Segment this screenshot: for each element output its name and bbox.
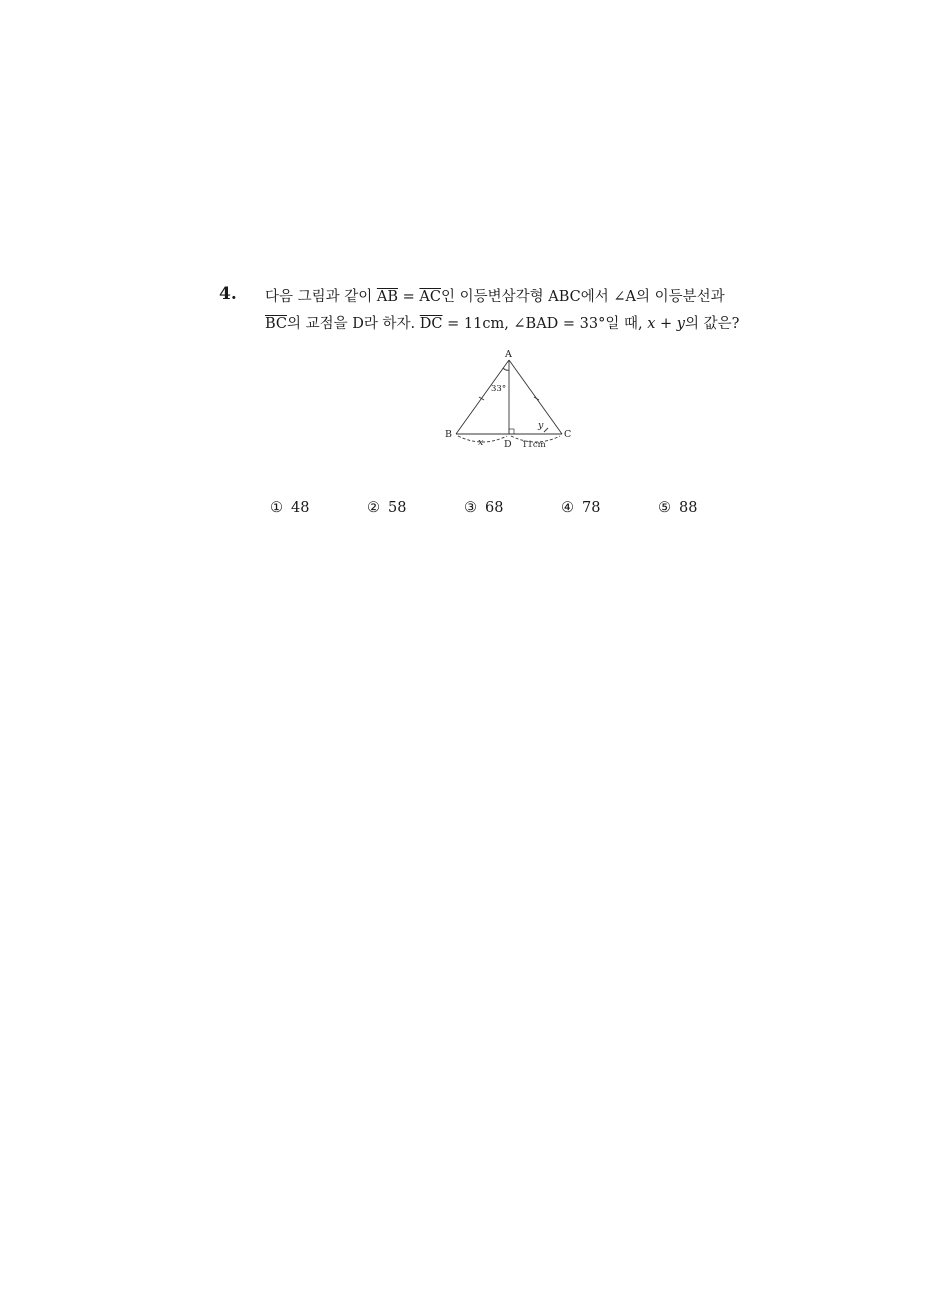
choice-value: 58 xyxy=(388,500,407,516)
choice-mark: ④ xyxy=(561,500,574,516)
choice-3[interactable] xyxy=(464,500,503,516)
choice-value: 68 xyxy=(485,500,504,516)
equals-sign: = xyxy=(398,289,420,305)
choice-mark: ③ xyxy=(464,500,477,516)
vertex-label-d: D xyxy=(504,439,512,450)
variable-x: x xyxy=(647,316,656,332)
side-ac xyxy=(509,360,562,434)
tick-mark-ab xyxy=(479,397,484,400)
question-text: 인 이등변삼각형 ABC에서 ∠A의 이등분선과 xyxy=(440,289,725,305)
choice-mark: ② xyxy=(367,500,380,516)
angle-arc xyxy=(503,368,509,370)
question-text-line-1 xyxy=(265,285,725,306)
plus-sign: + xyxy=(655,316,677,332)
vertex-label-a: A xyxy=(505,349,512,360)
angle-mark-c xyxy=(544,428,548,432)
choice-value: 78 xyxy=(582,500,601,516)
triangle-figure xyxy=(440,344,580,454)
angle-label: 33° xyxy=(491,384,507,394)
question-text-line-2 xyxy=(265,312,739,333)
question-number: 4. xyxy=(219,284,237,304)
length-dc-label: 11cm xyxy=(522,440,546,450)
choice-5[interactable] xyxy=(658,500,697,516)
choice-4[interactable] xyxy=(561,500,600,516)
segment-ab: $\overline{AB}$ xyxy=(376,289,399,305)
side-ab xyxy=(456,360,509,434)
variable-y: y xyxy=(676,316,685,332)
choice-2[interactable] xyxy=(367,500,406,516)
angle-y-label: y xyxy=(538,420,544,431)
question-text: 다음 그림과 같이 xyxy=(265,289,377,305)
question-text: = 11cm, ∠BAD = 33°일 때, xyxy=(442,316,648,332)
segment-dc: $\overline{DC}$ xyxy=(419,316,443,332)
vertex-label-b: B xyxy=(445,429,452,440)
choice-value: 48 xyxy=(291,500,310,516)
question-text: 의 값은? xyxy=(684,316,740,332)
vertex-label-c: C xyxy=(564,429,572,440)
choice-1[interactable] xyxy=(270,500,309,516)
tick-mark-ac xyxy=(534,397,539,400)
segment-bc: $\overline{BC}$ xyxy=(265,316,288,332)
choice-value: 88 xyxy=(679,500,698,516)
right-angle-mark xyxy=(509,429,514,434)
choice-mark: ⑤ xyxy=(658,500,671,516)
choice-mark: ① xyxy=(270,500,283,516)
segment-ac: $\overline{AC}$ xyxy=(419,289,441,305)
question-text: 의 교점을 D라 하자. xyxy=(287,316,420,332)
length-x-label: x xyxy=(478,437,484,448)
